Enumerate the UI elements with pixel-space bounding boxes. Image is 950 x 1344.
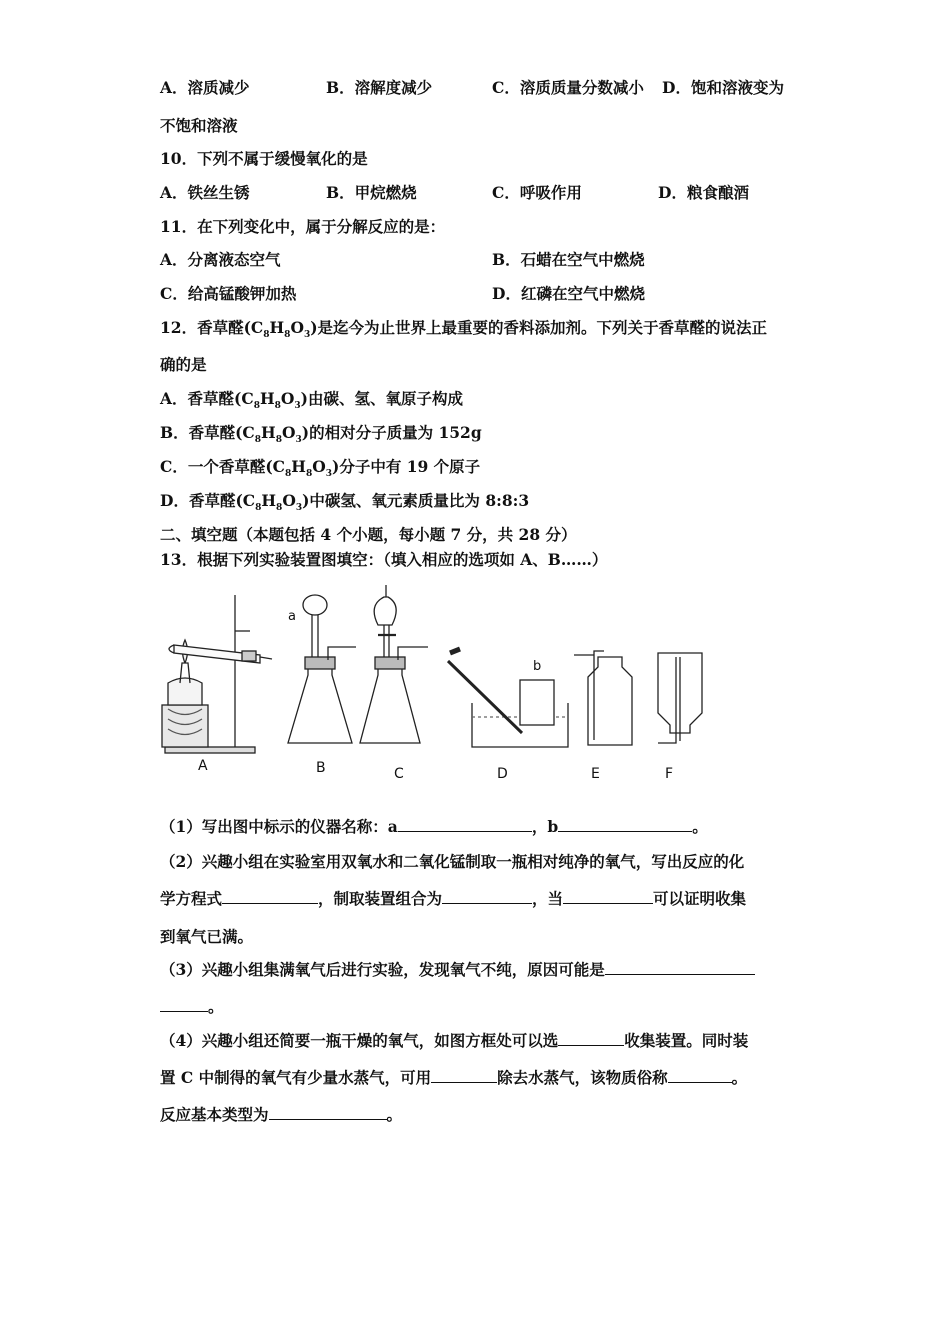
q12-option-a: A．香草醛$(C_8H_8O_3)$由碳、氢、氧原子构成 [160,389,464,412]
q9-option-d: D．饱和溶液变为 [662,78,784,97]
q10-option-a: A．铁丝生锈 [160,183,250,202]
apparatus-c [360,585,428,743]
q13-stem: 13．根据下列实验装置图填空：（填入相应的选项如 A、B……） [160,550,608,569]
q11-option-d: D．红磷在空气中燃烧 [492,284,645,303]
q10-stem: 10．下列不属于缓慢氧化的是 [160,149,368,168]
q11-option-c: C．给高锰酸钾加热 [160,284,297,303]
figure-label-c: C [394,766,404,782]
q9-option-d-continued: 不饱和溶液 [160,116,238,135]
figure-label-e: E [591,766,600,782]
apparatus-d [448,649,568,747]
q11-option-b: B．石蜡在空气中燃烧 [492,250,645,269]
q9-option-b: B．溶解度减少 [326,78,433,97]
q10-option-d: D．粮食酿酒 [658,183,749,202]
q13-part-1: （1）写出图中标示的仪器名称：a ，b 。 [160,817,708,836]
apparatus-f [658,653,702,743]
answer-blank-reaction-type[interactable] [269,1105,387,1120]
q13-part-4-line-1: （4）兴趣小组还简要一瓶干燥的氧气，如图方框处可以选 收集装置。同时装 [160,1031,749,1050]
apparatus-a [162,595,272,753]
section-2-heading: 二、填空题（本题包括 4 个小题，每小题 7 分，共 28 分） [160,525,577,544]
q12-option-d: D．香草醛$(C_8H_8O_3)$中碳氢、氧元素质量比为 8:8:3 [160,491,530,514]
answer-blank-full-condition[interactable] [563,889,653,904]
answer-blank-equation[interactable] [222,889,318,904]
q10-option-c: C．呼吸作用 [492,183,582,202]
apparatus-figure [160,585,720,785]
q13-part-2-line-2: 学方程式 ，制取装置组合为 ，当 可以证明收集 [160,889,747,908]
q12-stem: 12．香草醛$(C_8H_8O_3)$是迄今为止世界上最重要的香料添加剂。下列关于香草醛的说法正 [160,318,768,341]
answer-blank-device-combo[interactable] [442,889,532,904]
answer-blank-impure-reason-cont[interactable] [160,997,208,1012]
q13-part-3-line-2: 。 [160,997,224,1017]
q13-part-2-line-3: 到氧气已满。 [160,927,254,946]
q13-part-3-line-1: （3）兴趣小组集满氧气后进行实验，发现氧气不纯，原因可能是 [160,960,755,980]
answer-blank-a[interactable] [398,817,532,832]
q12-option-b: B．香草醛$(C_8H_8O_3)$的相对分子质量为 152g [160,423,482,446]
q10-option-b: B．甲烷燃烧 [326,183,417,202]
q13-part-4-line-3: 反应基本类型为 。 [160,1105,403,1124]
apparatus-b [288,595,356,743]
q11-stem: 11．在下列变化中，属于分解反应的是： [160,217,446,236]
answer-blank-impure-reason[interactable] [605,960,755,975]
answer-blank-common-name[interactable] [668,1068,732,1083]
q13-part-4-line-2: 置 C 中制得的氧气有少量水蒸气，可用 除去水蒸气，该物质俗称 。 [160,1068,748,1087]
figure-label-a: A [198,758,208,774]
figure-label-f: F [665,766,674,782]
q11-option-a: A．分离液态空气 [160,250,281,269]
q12-stem-continued: 确的是 [160,355,207,374]
apparatus-e [574,651,632,745]
answer-blank-desiccant[interactable] [431,1068,497,1083]
instrument-label-b: b [533,659,542,674]
figure-label-d: D [497,766,508,782]
figure-label-b: B [316,760,326,776]
q9-option-c: C．溶质质量分数减小 [492,78,644,97]
answer-blank-b[interactable] [558,817,692,832]
q9-option-a: A．溶质减少 [160,78,250,97]
instrument-label-a: a [288,609,296,624]
answer-blank-dry-collector[interactable] [558,1031,624,1046]
q13-part-2-line-1: （2）兴趣小组在实验室用双氧水和二氧化锰制取一瓶相对纯净的氧气，写出反应的化 [160,852,745,871]
q12-option-c: C．一个香草醛$(C_8H_8O_3)$分子中有 19 个原子 [160,457,481,480]
